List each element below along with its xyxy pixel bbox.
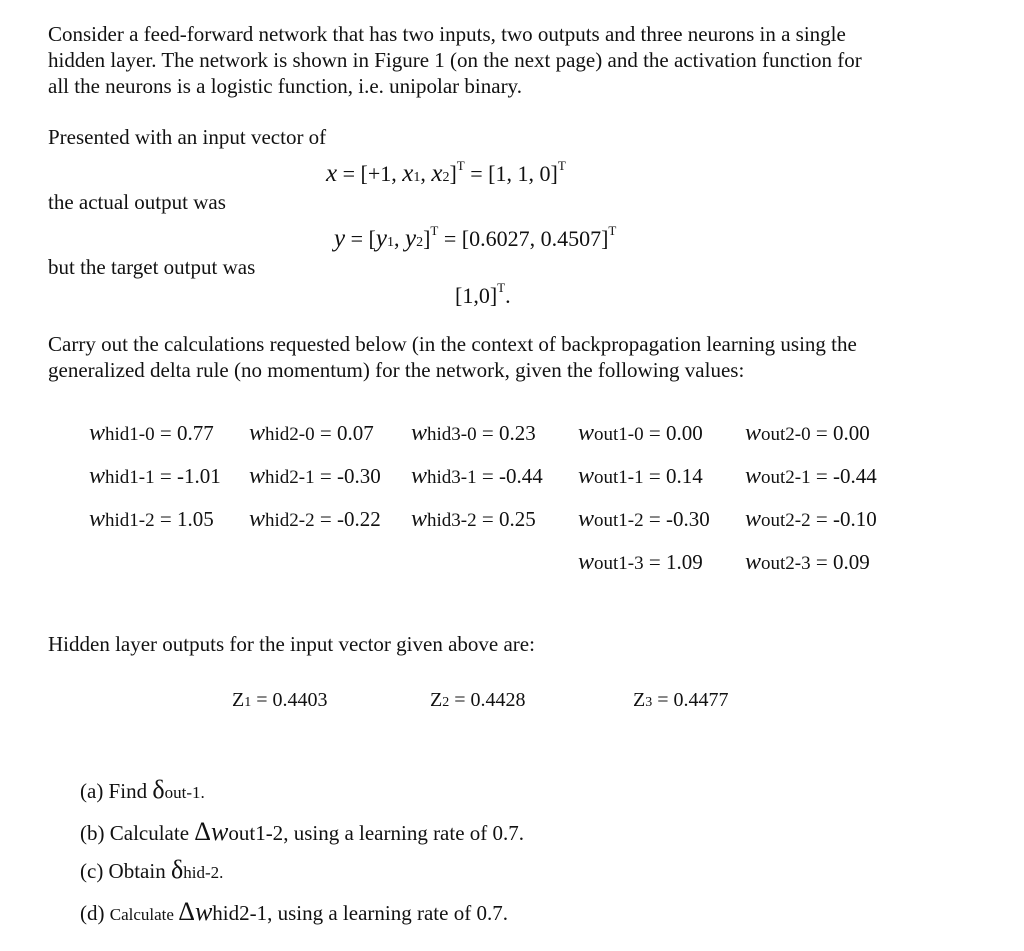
question-d-calc: Calculate	[109, 905, 179, 924]
question-d-suffix: , using a learning rate of 0.7.	[267, 901, 508, 925]
question-b	[80, 817, 524, 847]
weight-value: = 0.23	[476, 421, 536, 445]
x-eq-value: = [1, 1, 0]	[464, 161, 558, 186]
weight-letter: w	[745, 420, 762, 446]
weight-value: = 0.25	[476, 507, 536, 531]
question-d-w: w	[194, 897, 213, 926]
weight-letter: w	[745, 506, 762, 532]
y-eq-value: = [0.6027, 0.4507]	[438, 226, 609, 251]
z2-sub: 2	[442, 695, 450, 710]
weight-hid1-2	[89, 506, 214, 533]
z3-sub: 3	[645, 695, 653, 710]
target-vector	[455, 280, 511, 309]
y2-symbol: y	[404, 225, 417, 252]
intro-paragraph	[48, 21, 862, 99]
weight-value: = 0.00	[810, 421, 870, 445]
x-transpose-1: T	[456, 158, 465, 173]
presented-text: Presented with an input vector of	[48, 125, 327, 149]
weight-letter: w	[578, 549, 595, 575]
carry-line-2: generalized delta rule (no momentum) for the network, given the following values:	[48, 358, 745, 382]
delta-symbol: δ	[170, 855, 184, 884]
intro-line-1: Consider a feed-forward network that has two inputs, two outputs and three neurons in a single	[48, 22, 846, 46]
weight-value: = 1.05	[154, 507, 214, 531]
weight-out2-2	[745, 506, 877, 533]
question-a-suffix: .	[200, 783, 205, 802]
weight-sub: hid2-2	[265, 510, 315, 531]
weight-value: = 1.09	[643, 550, 703, 574]
weight-value: = 0.07	[314, 421, 374, 445]
question-c	[80, 855, 223, 885]
y-symbol: y	[334, 225, 346, 252]
capital-delta-symbol: Δ	[194, 817, 212, 846]
y-transpose-1: T	[430, 223, 439, 238]
weight-value: = -0.44	[476, 464, 543, 488]
weight-letter: w	[578, 420, 595, 446]
weight-hid3-0	[411, 420, 536, 447]
weight-out2-3	[745, 549, 870, 576]
target-vector-value: [1,0]	[455, 283, 498, 308]
question-b-suffix: , using a learning rate of 0.7.	[283, 821, 525, 845]
y-equation	[334, 225, 616, 253]
y-transpose-2: T	[608, 223, 617, 238]
y1-sub: 1	[386, 235, 394, 250]
weight-letter: w	[249, 420, 266, 446]
weight-letter: w	[249, 463, 266, 489]
question-b-sub: out1-2	[228, 821, 284, 845]
weight-value: = -0.30	[643, 507, 710, 531]
target-transpose: T	[497, 280, 506, 295]
question-a	[80, 775, 205, 805]
weight-value: = -0.44	[810, 464, 877, 488]
weight-out1-2	[578, 506, 710, 533]
weight-value: = -0.30	[314, 464, 381, 488]
z3-value	[633, 689, 729, 712]
weight-letter: w	[411, 420, 428, 446]
weight-letter: w	[411, 506, 428, 532]
y1-symbol: y	[375, 225, 387, 252]
weight-sub: out1-2	[594, 510, 644, 531]
x1-sub: 1	[413, 170, 421, 185]
x-eq-part: = [+1,	[337, 161, 403, 186]
x-equation	[326, 160, 566, 188]
x-symbol: x	[326, 160, 338, 187]
weight-sub: out2-3	[761, 553, 811, 574]
intro-line-2: hidden layer. The network is shown in Figure 1 (on the next page) and the activation function for	[48, 48, 862, 72]
carry-paragraph	[48, 331, 857, 383]
x-close: ]	[449, 161, 457, 186]
x-transpose-2: T	[557, 158, 566, 173]
weight-letter: w	[89, 506, 106, 532]
y-eq-part: = [	[345, 226, 376, 251]
weight-hid2-0	[249, 420, 374, 447]
x-comma: ,	[420, 161, 432, 186]
weight-hid1-1	[89, 463, 221, 490]
weight-sub: out2-2	[761, 510, 811, 531]
intro-line-3: all the neurons is a logistic function, i.e. unipolar binary.	[48, 74, 522, 98]
carry-line-1: Carry out the calculations requested below (in the context of backpropagation learning using the	[48, 332, 857, 356]
weight-value: = -1.01	[154, 464, 221, 488]
weight-letter: w	[578, 506, 595, 532]
weight-letter: w	[89, 463, 106, 489]
z3-number: = 0.4477	[652, 689, 729, 711]
weight-hid1-0	[89, 420, 214, 447]
x2-sub: 2	[442, 170, 450, 185]
weight-sub: hid3-2	[427, 510, 477, 531]
question-a-sub: out-1	[164, 783, 201, 802]
z2-letter: Z	[430, 689, 443, 711]
hidden-outputs-text: Hidden layer outputs for the input vector given above are:	[48, 632, 535, 656]
z1-sub: 1	[244, 695, 252, 710]
y-close: ]	[423, 226, 431, 251]
weight-out1-0	[578, 420, 703, 447]
z3-letter: Z	[633, 689, 646, 711]
x2-symbol: x	[431, 160, 443, 187]
weight-sub: hid1-2	[105, 510, 155, 531]
question-b-w: w	[211, 817, 229, 846]
weight-sub: hid3-1	[427, 467, 477, 488]
weight-value: = 0.14	[643, 464, 703, 488]
x1-symbol: x	[402, 160, 414, 187]
weight-sub: out1-1	[594, 467, 644, 488]
capital-delta-symbol: Δ	[178, 897, 195, 926]
weight-sub: hid1-1	[105, 467, 155, 488]
z2-number: = 0.4428	[449, 689, 526, 711]
weight-letter: w	[411, 463, 428, 489]
weight-sub: out2-1	[761, 467, 811, 488]
weight-sub: out2-0	[761, 424, 811, 445]
weight-sub: out1-3	[594, 553, 644, 574]
y2-sub: 2	[416, 235, 424, 250]
target-dot: .	[505, 283, 511, 308]
actual-output-text: the actual output was	[48, 190, 226, 214]
weight-sub: out1-0	[594, 424, 644, 445]
z1-number: = 0.4403	[251, 689, 328, 711]
question-c-suffix: .	[219, 863, 224, 882]
weight-letter: w	[89, 420, 106, 446]
weight-sub: hid3-0	[427, 424, 477, 445]
question-d-prefix: (d)	[80, 901, 110, 925]
weight-hid3-2	[411, 506, 536, 533]
weight-sub: hid2-0	[265, 424, 315, 445]
weight-value: = 0.00	[643, 421, 703, 445]
weight-out2-0	[745, 420, 870, 447]
weight-hid2-2	[249, 506, 381, 533]
delta-symbol: δ	[152, 775, 165, 804]
weight-value: = 0.77	[154, 421, 214, 445]
z2-value	[430, 689, 526, 712]
weight-hid2-1	[249, 463, 381, 490]
question-d	[80, 897, 508, 927]
weight-sub: hid2-1	[265, 467, 315, 488]
weight-out1-1	[578, 463, 703, 490]
weight-sub: hid1-0	[105, 424, 155, 445]
weight-value: = -0.10	[810, 507, 877, 531]
weight-value: = 0.09	[810, 550, 870, 574]
z1-value	[232, 689, 328, 712]
weight-letter: w	[745, 463, 762, 489]
question-a-prefix: (a) Find	[80, 779, 153, 803]
z1-letter: Z	[232, 689, 245, 711]
weight-out2-1	[745, 463, 877, 490]
question-c-sub: hid-2	[183, 863, 220, 882]
target-output-text: but the target output was	[48, 255, 256, 279]
weight-hid3-1	[411, 463, 543, 490]
question-b-prefix: (b) Calculate	[80, 821, 195, 845]
weight-value: = -0.22	[314, 507, 381, 531]
weight-letter: w	[745, 549, 762, 575]
weight-out1-3	[578, 549, 703, 576]
weight-letter: w	[578, 463, 595, 489]
question-d-sub: hid2-1	[212, 901, 268, 925]
weight-letter: w	[249, 506, 266, 532]
question-c-prefix: (c) Obtain	[80, 859, 171, 883]
y-comma: ,	[393, 226, 405, 251]
